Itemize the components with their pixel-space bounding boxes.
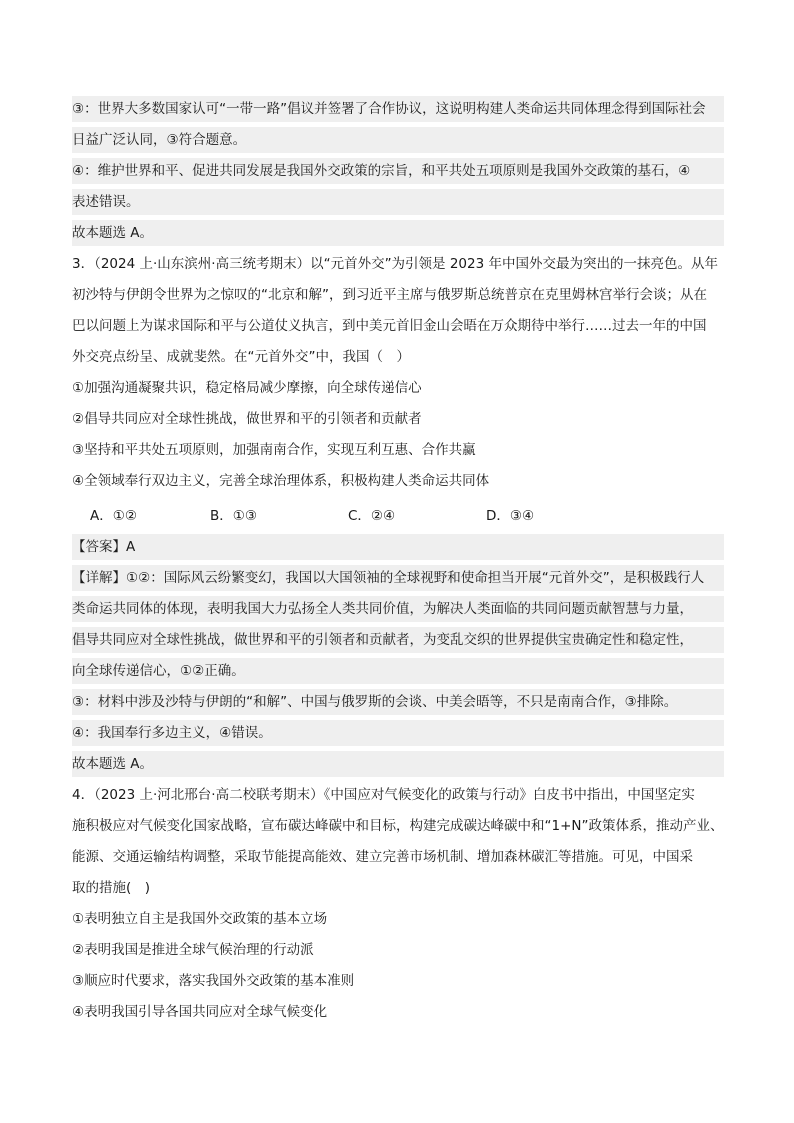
q4-line: 能源、交通运输结构调整，采取节能提高能效、建立完善市场机制、增加森林碳汇等措施。可见，中国采 [72, 849, 693, 865]
q4-line: 倡导共同应对全球性挑战，做世界和平的引领者和贡献者，为变乱交织的世界提供宝贵确定性和稳定性， [72, 627, 724, 653]
q4-line: 类命运共同体的体现，表明我国大力弘扬全人类共同价值，为解决人类面临的共同问题贡献智慧与力量， [72, 596, 724, 622]
q4-line: ④：我国奉行多边主义，④错误。 [72, 720, 724, 746]
q3-line: ①加强沟通凝聚共识，稳定格局减少摩擦，向全球传递信心 [72, 380, 422, 396]
q4-line: ③：材料中涉及沙特与伊朗的“和解”、中国与俄罗斯的会谈、中美会晤等，不只是南南合作，③排除。 [72, 689, 724, 715]
q4-line: ③顺应时代要求，落实我国外交政策的基本准则 [72, 973, 355, 989]
q3-line: 故本题选 A。 [72, 220, 724, 246]
q3-line: 巴以问题上为谋求国际和平与公道仗义执言，到中美元首旧金山会晤在万众期待中举行……过去一年的中国 [72, 318, 707, 334]
q4-line: ④表明我国引导各国共同应对全球气候变化 [72, 1004, 328, 1020]
option-d: D．③④ [486, 508, 535, 524]
option-a: A．①② [90, 508, 137, 524]
q4-line: 向全球传递信心，①②正确。 [72, 658, 724, 684]
q4-line: 4．（2023 上·河北邢台·高二校联考期末）《中国应对气候变化的政策与行动》白皮书中指出，中国坚定实 [72, 787, 695, 803]
q4-line: 故本题选 A。 [72, 751, 724, 777]
q3-line: ④：维护世界和平、促进共同发展是我国外交政策的宗旨，和平共处五项原则是我国外交政策的基石，④ [72, 158, 724, 184]
q3-line: ②倡导共同应对全球性挑战，做世界和平的引领者和贡献者 [72, 411, 422, 427]
q3-line: 3．（2024 上·山东滨州·高三统考期末）以“元首外交”为引领是 2023 年中国外交最为突出的一抹亮色。从年 [72, 256, 718, 272]
q3-line: 外交亮点纷呈、成就斐然。在“元首外交”中，我国（ ） [72, 349, 410, 365]
q3-line: 初沙特与伊朗令世界为之惊叹的“北京和解”，到习近平主席与俄罗斯总统普京在克里姆林宫举行会谈；从在 [72, 287, 707, 303]
q3-line: 表述错误。 [72, 189, 724, 215]
q4-line: 【详解】①②：国际风云纷繁变幻，我国以大国领袖的全球视野和使命担当开展“元首外交”，是积极践行人 [72, 565, 724, 591]
q4-line: ①表明独立自主是我国外交政策的基本立场 [72, 911, 328, 927]
q4-line: 施积极应对气候变化国家战略，宣布碳达峰碳中和目标，构建完成碳达峰碳中和“1+N”政策体系，推动产业、 [72, 818, 724, 834]
answer-options [72, 503, 724, 529]
q3-line: ③坚持和平共处五项原则，加强南南合作，实现互利互惠、合作共赢 [72, 442, 476, 458]
q4-line: ②表明我国是推进全球气候治理的行动派 [72, 942, 314, 958]
q3-line: ③：世界大多数国家认可“一带一路”倡议并签署了合作协议，这说明构建人类命运共同体理念得到国际社会 [72, 96, 724, 122]
q4-line: 【答案】A [72, 534, 724, 560]
q3-line: ④全领域奉行双边主义，完善全球治理体系，积极构建人类命运共同体 [72, 473, 490, 489]
q3-line: 日益广泛认同，③符合题意。 [72, 127, 724, 153]
q4-line: 取的措施( ) [72, 880, 151, 896]
option-b: B．①③ [210, 508, 257, 524]
option-c: C．②④ [348, 508, 396, 524]
